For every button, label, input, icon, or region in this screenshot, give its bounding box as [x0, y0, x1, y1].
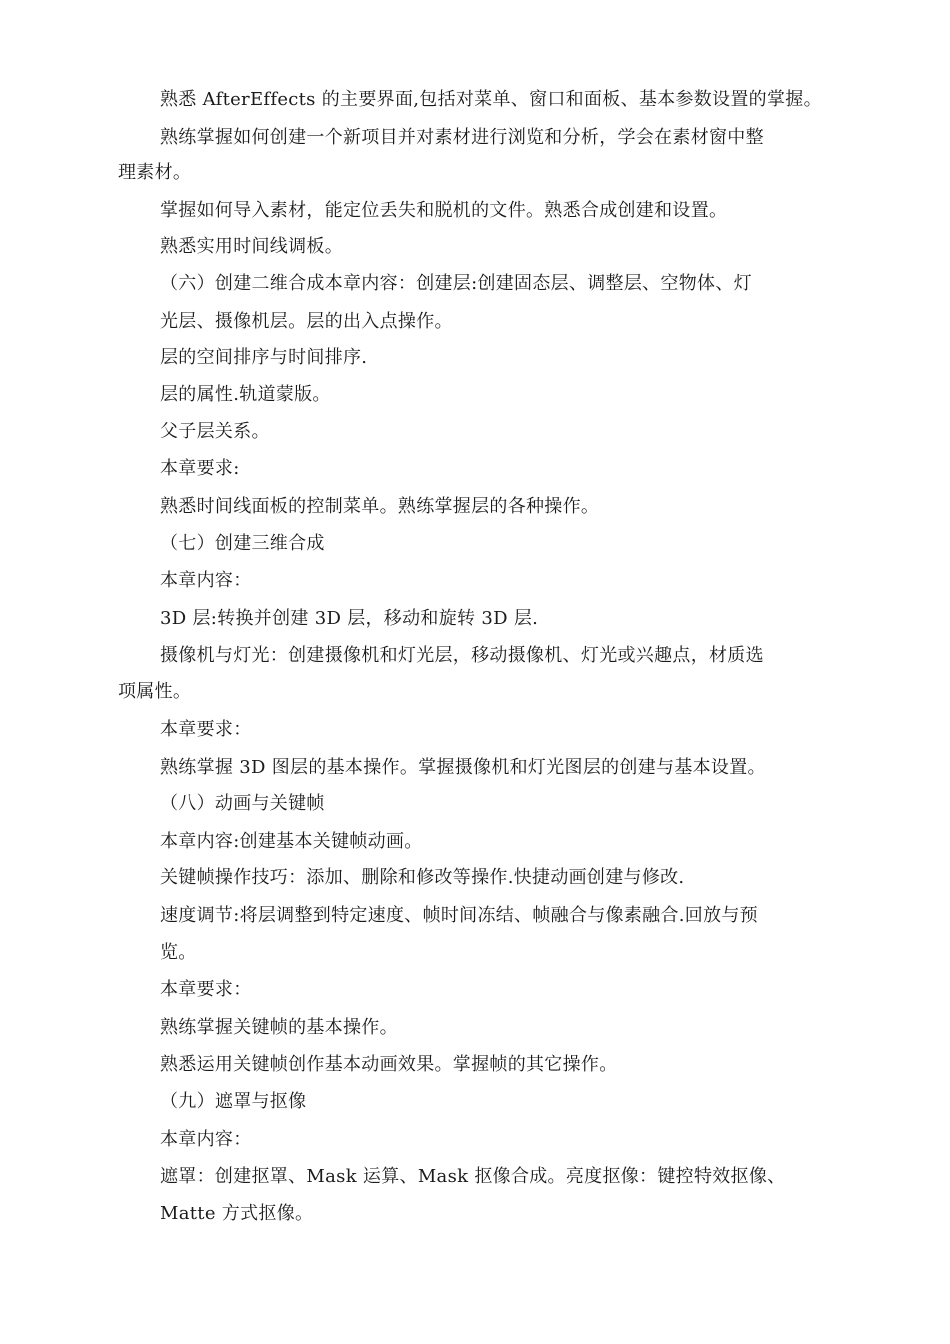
paragraph-line: 熟悉时间线面板的控制菜单。熟练掌握层的各种操作。	[160, 496, 600, 517]
paragraph-line: 熟练掌握如何创建一个新项目并对素材进行浏览和分析，学会在素材窗中整	[160, 127, 764, 148]
paragraph-line: 本章要求：	[160, 719, 252, 740]
paragraph-line: 关键帧操作技巧：添加、删除和修改等操作.快捷动画创建与修改.	[160, 867, 685, 888]
paragraph-line: 速度调节:将层调整到特定速度、帧时间冻结、帧融合与像素融合.回放与预	[160, 905, 758, 926]
paragraph-line: 本章内容:创建基本关键帧动画。	[160, 831, 423, 852]
paragraph-line: 理素材。	[118, 162, 192, 183]
paragraph-line: 本章要求:	[160, 458, 240, 479]
paragraph-line: 本章要求：	[160, 979, 252, 1000]
paragraph-line: 本章内容：	[160, 570, 252, 591]
paragraph-line: 熟悉实用时间线调板。	[160, 236, 343, 257]
paragraph-line: 父子层关系。	[160, 421, 270, 442]
paragraph-line: 本章内容：	[160, 1129, 252, 1150]
paragraph-line: Matte 方式抠像。	[160, 1203, 314, 1224]
paragraph-line: 览。	[160, 942, 197, 963]
paragraph-line: 熟悉运用关键帧创作基本动画效果。掌握帧的其它操作。	[160, 1054, 618, 1075]
section-heading-line: （七）创建三维合成	[160, 533, 325, 554]
section-heading-line: （六）创建二维合成本章内容：创建层:创建固态层、调整层、空物体、灯	[160, 273, 752, 294]
paragraph-line: 熟悉 AfterEffects 的主要界面,包括对菜单、窗口和面板、基本参数设置的掌握。	[160, 89, 822, 110]
section-heading-line: （八）动画与关键帧	[160, 793, 325, 814]
paragraph-line: 熟练掌握关键帧的基本操作。	[160, 1017, 398, 1038]
section-heading-line: （九）遮罩与抠像	[160, 1091, 307, 1112]
paragraph-line: 光层、摄像机层。层的出入点操作。	[160, 311, 453, 332]
paragraph-line: 项属性。	[118, 681, 192, 702]
paragraph-line: 3D 层:转换并创建 3D 层，移动和旋转 3D 层.	[160, 608, 539, 629]
paragraph-line: 遮罩：创建抠罩、Mask 运算、Mask 抠像合成。亮度抠像：键控特效抠像、	[160, 1166, 786, 1187]
paragraph-line: 掌握如何导入素材，能定位丢失和脱机的文件。熟悉合成创建和设置。	[160, 200, 728, 221]
paragraph-line: 层的空间排序与时间排序.	[160, 347, 368, 368]
paragraph-line: 摄像机与灯光：创建摄像机和灯光层，移动摄像机、灯光或兴趣点，材质选	[160, 645, 764, 666]
paragraph-line: 层的属性.轨道蒙版。	[160, 384, 331, 405]
paragraph-line: 熟练掌握 3D 图层的基本操作。掌握摄像机和灯光图层的创建与基本设置。	[160, 757, 766, 778]
